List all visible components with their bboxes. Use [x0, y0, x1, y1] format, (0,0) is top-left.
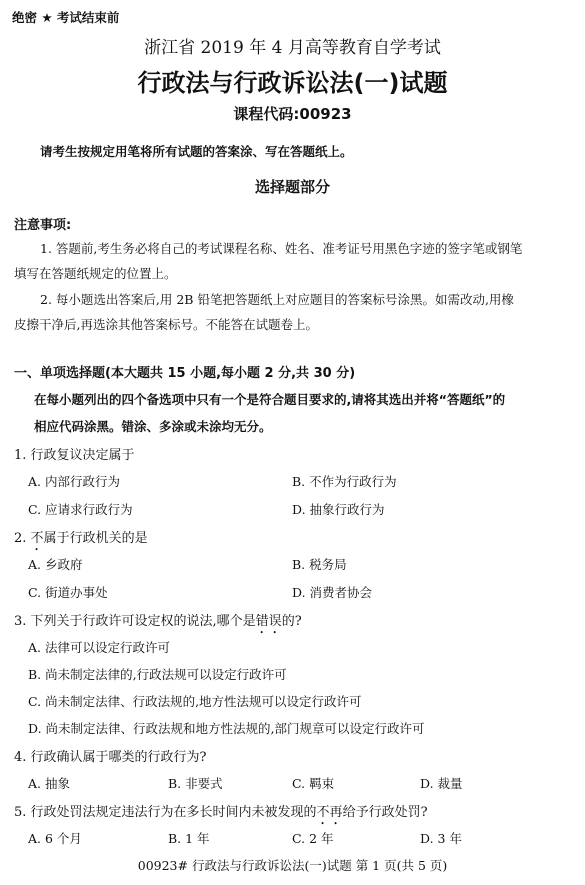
question-5-stem: 5. 行政处罚法规定违法行为在多长时间内未被发现的不再给予行政处罚? — [14, 805, 428, 820]
emphasis-mark: 错误 — [255, 614, 282, 629]
note-item-2-line-2: 皮擦干净后,再选涂其他答案标号。不能答在试题卷上。 — [14, 317, 318, 332]
question-3-option-c: C. 尚未制定法律、行政法规的,地方性法规可以设定行政许可 — [28, 694, 362, 709]
question-1-stem: 1. 行政复议决定属于 — [14, 448, 135, 463]
question-5-option-d: D. 3 年 — [420, 831, 462, 846]
emphasis-mark: 不 — [30, 531, 44, 546]
question-2-stem: 2. 不属于行政机关的是 — [14, 531, 148, 546]
question-4-option-b: B. 非要式 — [168, 776, 223, 791]
note-item-2-line-1: 2. 每小题选出答案后,用 2B 铅笔把答题纸上对应题目的答案标号涂黑。如需改动,用橡 — [40, 292, 514, 307]
part-heading: 一、单项选择题(本大题共 15 小题,每小题 2 分,共 30 分) — [14, 366, 356, 381]
note-item-1-line-2: 填写在答题纸规定的位置上。 — [14, 266, 177, 281]
question-4-option-d: D. 裁量 — [420, 776, 463, 791]
question-2-option-b: B. 税务局 — [292, 557, 347, 572]
exam-session-line: 浙江省 2019 年 4 月高等教育自学考试 — [144, 38, 441, 58]
question-1-option-c: C. 应请求行政行为 — [28, 502, 133, 517]
question-4-stem: 4. 行政确认属于哪类的行政行为? — [14, 750, 207, 765]
question-4-option-a: A. 抽象 — [28, 776, 70, 791]
question-3-stem: 3. 下列关于行政许可设定权的说法,哪个是错误的? — [14, 614, 302, 629]
question-1-option-d: D. 抽象行政行为 — [292, 502, 385, 517]
question-3-option-b: B. 尚未制定法律的,行政法规可以设定行政许可 — [28, 667, 287, 682]
question-5-option-a: A. 6 个月 — [28, 831, 82, 846]
note-item-1-line-1: 1. 答题前,考生务必将自己的考试课程名称、姓名、准考证号用黑色字迹的签字笔或钢笔 — [40, 241, 523, 256]
question-5-option-c: C. 2 年 — [292, 831, 334, 846]
question-3-option-a: A. 法律可以设定行政许可 — [28, 640, 170, 655]
question-1-option-a: A. 内部行政行为 — [28, 474, 120, 489]
emphasis-mark: 不再 — [316, 805, 343, 820]
question-1-option-b: B. 不作为行政行为 — [292, 474, 397, 489]
notes-title: 注意事项: — [14, 218, 72, 233]
subject-title: 行政法与行政诉讼法(一)试题 — [137, 69, 448, 97]
question-4-option-c: C. 羁束 — [292, 776, 335, 791]
section-title: 选择题部分 — [254, 178, 330, 196]
page-footer: 00923# 行政法与行政诉讼法(一)试题 第 1 页(共 5 页) — [137, 858, 448, 873]
part-desc-line-2: 相应代码涂黑。错涂、多涂或未涂均无分。 — [34, 419, 272, 434]
answer-instruction: 请考生按规定用笔将所有试题的答案涂、写在答题纸上。 — [40, 144, 353, 159]
question-2-option-d: D. 消费者协会 — [292, 585, 373, 600]
question-5-option-b: B. 1 年 — [168, 831, 210, 846]
question-3-option-d: D. 尚未制定法律、行政法规和地方性法规的,部门规章可以设定行政许可 — [28, 721, 425, 736]
confidential-label: 绝密 ★ 考试结束前 — [12, 10, 120, 25]
course-code: 课程代码:00923 — [233, 105, 352, 123]
part-desc-line-1: 在每小题列出的四个备选项中只有一个是符合题目要求的,请将其选出并将“答题纸”的 — [34, 392, 506, 407]
question-2-option-c: C. 街道办事处 — [28, 585, 108, 600]
question-2-option-a: A. 乡政府 — [28, 557, 83, 572]
